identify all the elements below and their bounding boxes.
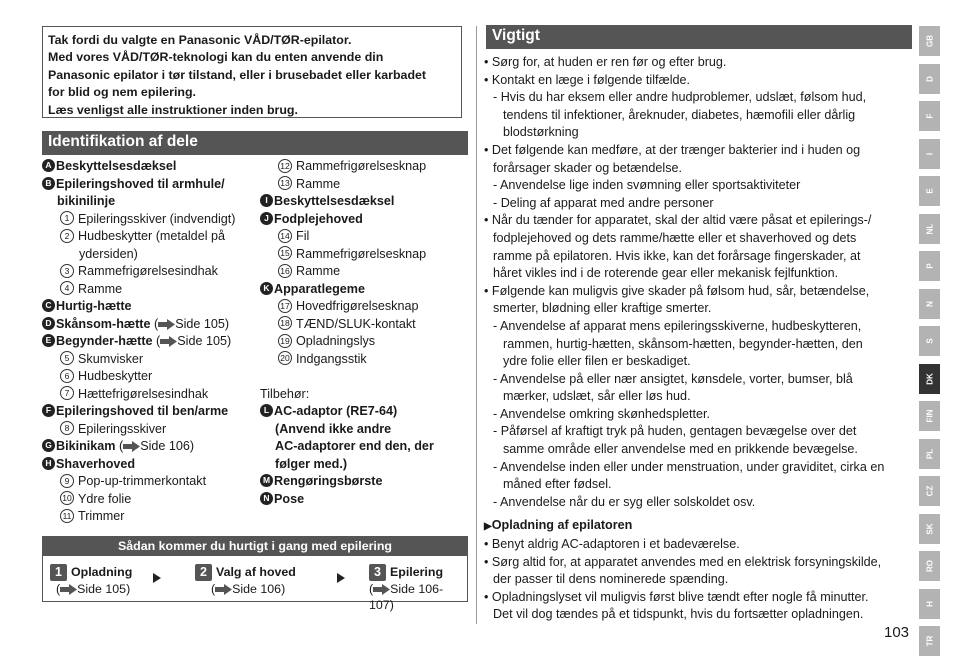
language-tab-label: S (925, 338, 934, 344)
part-item (42, 281, 262, 299)
note-line: • Sørg altid for, at apparatet anvendes med en elektrisk forsyningskilde, (484, 554, 882, 569)
note-line: • Følgende kan muligvis give skader på følsom hud, sår, betændelse, (484, 283, 870, 298)
part-item (42, 246, 262, 264)
part-item (260, 456, 470, 474)
part-letter-badge: B (42, 177, 55, 190)
quick-step-3: 3 Epilering ( Side 106-107) (369, 565, 444, 612)
language-tab-f[interactable] (919, 101, 940, 131)
language-tab-ro[interactable] (919, 551, 940, 581)
part-label: Apparatlegeme (274, 281, 365, 296)
step-number: 2 (195, 564, 212, 581)
language-tab-fin[interactable] (919, 401, 940, 431)
part-number-circle: 15 (278, 246, 292, 260)
quick-start-guide (42, 536, 468, 612)
language-tab-label: RO (925, 560, 934, 572)
note-line: forårsager skader og betændelse. (493, 160, 683, 175)
part-number-circle: 19 (278, 334, 292, 348)
step-arrow-icon (153, 573, 161, 583)
part-item: D Skånsom-hætte ( Side 105) (42, 316, 262, 334)
step-label: Valg af hoved (216, 565, 296, 579)
part-item (42, 263, 262, 281)
part-letter-badge: A (42, 159, 55, 172)
part-label: Bikinikam (56, 439, 116, 453)
part-item (42, 158, 262, 176)
language-tab-label: SK (925, 522, 934, 535)
language-tab-e[interactable] (919, 176, 940, 206)
part-number-circle: 14 (278, 229, 292, 243)
language-tab-n[interactable] (919, 289, 940, 319)
part-number-circle: 11 (60, 509, 74, 523)
part-item (260, 228, 470, 246)
note-line: • Kontakt en læge i følgende tilfælde. (484, 72, 691, 87)
language-tab-label: CZ (925, 485, 934, 497)
note-line: - Anvendelse lige inden svømning eller sportsaktiviteter (493, 178, 801, 193)
part-letter-badge: F (42, 404, 55, 417)
part-item (260, 403, 470, 421)
language-tab-label: F (925, 113, 934, 119)
quick-step-2: 2 Valg af hoved ( Side 106) (195, 564, 296, 597)
part-item (42, 368, 262, 386)
part-item (260, 193, 470, 211)
part-item (260, 281, 470, 299)
part-item (260, 211, 470, 229)
note-line: - Anvendelse når du er syg eller solskoldet osv. (493, 494, 756, 509)
language-tab-label: D (925, 75, 934, 82)
language-tab-p[interactable] (919, 251, 940, 281)
part-label: AC-adaptorer end den, der (275, 439, 434, 453)
part-item (42, 228, 262, 246)
language-tab-dk[interactable] (919, 364, 940, 394)
part-number-circle: 3 (60, 264, 74, 278)
note-line: ramme på epilatoren. Hvis ikke, kan det forårsage fingerskader, at (493, 248, 861, 263)
part-item (42, 473, 262, 491)
note-line: - Anvendelse af apparat mens epileringsskiverne, hudbeskytteren, (493, 318, 862, 333)
page-ref: Side 106 (140, 439, 190, 453)
part-label: Epileringsskiver (indvendigt) (78, 211, 236, 226)
language-tabs (919, 26, 940, 664)
part-number-circle: 20 (278, 351, 292, 365)
part-item: E Begynder-hætte ( Side 105) (42, 333, 262, 351)
language-tab-label: GB (925, 35, 934, 47)
language-tab-gb[interactable] (919, 26, 940, 56)
part-letter-badge: K (260, 282, 273, 295)
part-item (42, 508, 262, 526)
accessories-label: Tilbehør: (260, 386, 310, 401)
subsection-title: Opladning af epilatoren (491, 518, 633, 533)
part-label: Fodplejehoved (274, 211, 363, 226)
note-line: smerter, blødning eller kraftige smerter. (493, 301, 712, 316)
part-item (42, 456, 262, 474)
note-line: • Sørg for, at huden er ren før og efter brug. (484, 55, 727, 69)
part-letter-badge: D (42, 317, 55, 330)
part-label: Epileringsskiver (78, 421, 167, 436)
part-item: G Bikinikam ( Side 106) (42, 438, 262, 456)
page-ref-arrow-icon (60, 583, 77, 594)
page-ref: Side 105 (177, 334, 227, 348)
part-label: Hudbeskytter (metaldel på (78, 229, 225, 243)
intro-line: Panasonic epilator i tør tilstand, eller i brusebadet eller karbadet (48, 67, 427, 82)
intro-line: for blid og nem epilering. (48, 85, 197, 100)
note-line: tendens til infektioner, åreknuder, diabetes, hæmofili eller dårlig (503, 107, 856, 122)
note-line: ydre folie eller filen er beskadiget. (503, 354, 691, 369)
part-label: Hættefrigørelsesindhak (78, 386, 209, 401)
intro-line: Med vores VÅD/TØR-teknologi kan du enten anvende din (48, 50, 384, 65)
note-line: - Deling af apparat med andre personer (493, 195, 714, 210)
note-line: der passer til dens nominerede spænding. (493, 572, 729, 587)
part-letter-badge: J (260, 212, 273, 225)
part-label: Hudbeskytter (78, 369, 153, 383)
part-number-circle: 7 (60, 386, 74, 400)
part-number-circle: 10 (60, 491, 74, 505)
part-label: Trimmer (78, 509, 125, 523)
part-number-circle: 4 (60, 281, 74, 295)
part-number-circle: 1 (60, 211, 74, 225)
language-tab-label: FIN (925, 409, 934, 423)
part-label: Skumvisker (78, 351, 144, 366)
step-number: 1 (50, 564, 67, 581)
part-label: Rengøringsbørste (274, 474, 383, 488)
part-item (260, 176, 470, 194)
part-item (260, 438, 470, 456)
part-item (42, 491, 262, 509)
part-number-circle: 13 (278, 176, 292, 190)
intro-box (42, 26, 462, 118)
part-item (260, 316, 470, 334)
language-tab-label: N (925, 300, 934, 307)
intro-line: Læs venligst alle instruktioner inden brug. (48, 102, 298, 117)
language-tab-label: H (925, 600, 934, 607)
part-label: Hovedfrigørelsesknap (296, 299, 419, 313)
part-label: Rammefrigørelsesknap (296, 159, 427, 173)
part-label: Begynder-hætte (56, 334, 153, 348)
part-label: Ramme (296, 264, 341, 278)
part-number-circle: 16 (278, 264, 292, 278)
part-letter-badge: M (260, 474, 273, 487)
parts-list-right (260, 158, 470, 508)
part-number-circle: 5 (60, 351, 74, 365)
page-ref-arrow-icon (158, 318, 175, 329)
part-item (260, 158, 470, 176)
part-item (260, 386, 470, 404)
part-label: Hurtig-hætte (56, 299, 132, 313)
note-line: • Benyt aldrig AC-adaptoren i et badeværelse. (484, 537, 740, 552)
language-tab-h[interactable] (919, 589, 940, 619)
part-number-circle: 12 (278, 159, 292, 173)
note-line: fodplejehoved og dets ramme/hætte eller et shaverhoved og dets (493, 230, 857, 245)
part-label: Ydre folie (78, 491, 132, 506)
important-notes (484, 54, 914, 624)
part-label: følger med.) (275, 456, 348, 471)
language-tab-label: DK (925, 372, 934, 385)
step-ref: Side 105 (77, 582, 127, 596)
note-line: rammen, hurtig-hætten, skånsom-hætten, begynder-hætten, den (503, 336, 863, 351)
note-line: håret vikles ind i de roterende gear eller mekanisk fejlfunktion. (493, 266, 839, 281)
language-tab-label: P (925, 263, 934, 269)
part-number-circle: 8 (60, 421, 74, 435)
note-line: • Opladningslyset vil muligvis først blive tændt efter nogle få minutter. (484, 589, 869, 604)
part-item (260, 421, 470, 439)
part-item (42, 386, 262, 404)
step-ref: Side 106 (232, 582, 282, 596)
part-item (260, 351, 470, 369)
part-label: Epileringshoved til ben/arme (56, 404, 229, 418)
note-line (484, 517, 914, 536)
quick-step-1: 1 Opladning ( Side 105) (50, 564, 132, 597)
page-number: 103 (884, 624, 910, 641)
part-label: Pose (274, 491, 305, 506)
part-letter-badge: H (42, 457, 55, 470)
part-letter-badge: G (42, 439, 55, 452)
note-line: - Anvendelse omkring skønhedspletter. (493, 406, 711, 421)
quick-start-title: Sådan kommer du hurtigt i gang med epilering (43, 537, 467, 556)
part-letter-badge: E (42, 334, 55, 347)
note-line: Det vil dog tændes på et tidspunkt, hvis du fortsætter opladningen. (493, 607, 864, 622)
part-letter-badge: L (260, 404, 273, 417)
note-line: • Det følgende kan medføre, at der trænger bakterier ind i huden og (484, 142, 861, 157)
part-item (260, 491, 470, 509)
note-line: samme område eller anvendelse med en prikkende bevægelse. (503, 442, 858, 457)
part-label: Ramme (78, 281, 123, 296)
part-label: Epileringshoved til armhule/ (56, 176, 225, 191)
part-item (260, 246, 470, 264)
part-label: Opladningslys (296, 334, 376, 348)
language-tab-label: PL (925, 448, 934, 459)
step-ref: Side 106-107 (369, 582, 444, 612)
language-tab-sk[interactable] (919, 514, 940, 544)
language-tab-label: TR (925, 635, 934, 647)
language-tab-tr[interactable] (919, 626, 940, 656)
page-ref-arrow-icon (215, 583, 232, 594)
part-label: Beskyttelsesdæksel (274, 194, 395, 208)
part-label: Rammefrigørelsesknap (296, 246, 427, 261)
part-label: Rammefrigørelsesindhak (78, 264, 218, 278)
step-number: 3 (369, 564, 386, 581)
part-label: ydersiden) (79, 246, 138, 261)
note-line: blodstørkning (503, 125, 579, 140)
part-letter-badge: I (260, 194, 273, 207)
part-number-circle: 17 (278, 299, 292, 313)
part-label: Indgangsstik (296, 351, 367, 366)
part-item (260, 298, 470, 316)
note-line: - Hvis du har eksem eller andre hudproblemer, udslæt, følsom hud, (493, 90, 867, 105)
part-label: Fil (296, 229, 310, 243)
step-label: Epilering (390, 565, 444, 579)
part-label: bikinilinje (57, 194, 116, 208)
note-line: • Når du tænder for apparatet, skal der altid være påsat et epilerings-/ (484, 213, 872, 228)
language-tab-label: E (925, 188, 934, 194)
part-letter-badge: C (42, 299, 55, 312)
language-tab-nl[interactable] (919, 214, 940, 244)
part-item (260, 473, 470, 491)
column-divider (476, 26, 477, 624)
language-tab-label: I (925, 152, 934, 155)
part-item (260, 333, 470, 351)
note-line: måned efter fødsel. (503, 477, 612, 492)
part-number-circle: 2 (60, 229, 74, 243)
page-ref-arrow-icon (373, 583, 390, 594)
parts-list-left (42, 158, 262, 526)
part-label: Beskyttelsesdæksel (56, 159, 177, 173)
part-item (42, 351, 262, 369)
note-line: - Anvendelse inden eller under menstruation, under graviditet, cirka en (493, 459, 885, 474)
part-number-circle: 18 (278, 316, 292, 330)
page-ref-arrow-icon (160, 335, 177, 346)
language-tab-pl[interactable] (919, 439, 940, 469)
step-arrow-icon (337, 573, 345, 583)
part-item (260, 263, 470, 281)
section-title-important: Vigtigt (486, 25, 912, 49)
step-label: Opladning (71, 565, 133, 579)
part-letter-badge: N (260, 492, 273, 505)
part-item (42, 421, 262, 439)
part-number-circle: 9 (60, 474, 74, 488)
language-tab-label: NL (925, 223, 934, 234)
language-tab-d[interactable] (919, 64, 940, 94)
note-line: - Anvendelse på eller nær ansigtet, kønsdele, vorter, bumser, blå (493, 371, 853, 386)
language-tab-s[interactable] (919, 326, 940, 356)
part-number-circle: 6 (60, 369, 74, 383)
part-label: Shaverhoved (56, 456, 136, 471)
page-ref-arrow-icon (123, 440, 140, 451)
play-arrow-icon: ▶ (484, 521, 492, 533)
part-item (42, 298, 262, 316)
part-label: TÆND/SLUK-kontakt (296, 316, 416, 331)
part-item (42, 403, 262, 421)
part-item (42, 176, 262, 194)
part-label: (Anvend ikke andre (275, 421, 392, 436)
part-label: AC-adaptor (RE7-64) (274, 404, 398, 418)
language-tab-cz[interactable] (919, 476, 940, 506)
intro-line: Tak fordi du valgte en Panasonic VÅD/TØR-epilator. (48, 33, 352, 47)
part-item (42, 193, 262, 211)
part-label: Ramme (296, 176, 341, 191)
section-title-identification: Identifikation af dele (42, 131, 468, 155)
part-item (42, 211, 262, 229)
page-ref: Side 105 (175, 316, 225, 331)
part-label: Pop-up-trimmerkontakt (78, 474, 207, 488)
part-item (260, 368, 470, 386)
note-line: - Påførsel af kraftigt tryk på huden, gentagen bevægelse over det (493, 424, 857, 439)
part-label: Skånsom-hætte (56, 316, 151, 331)
note-line: mærker, udslæt, sår eller løs hud. (503, 389, 691, 404)
language-tab-i[interactable] (919, 139, 940, 169)
